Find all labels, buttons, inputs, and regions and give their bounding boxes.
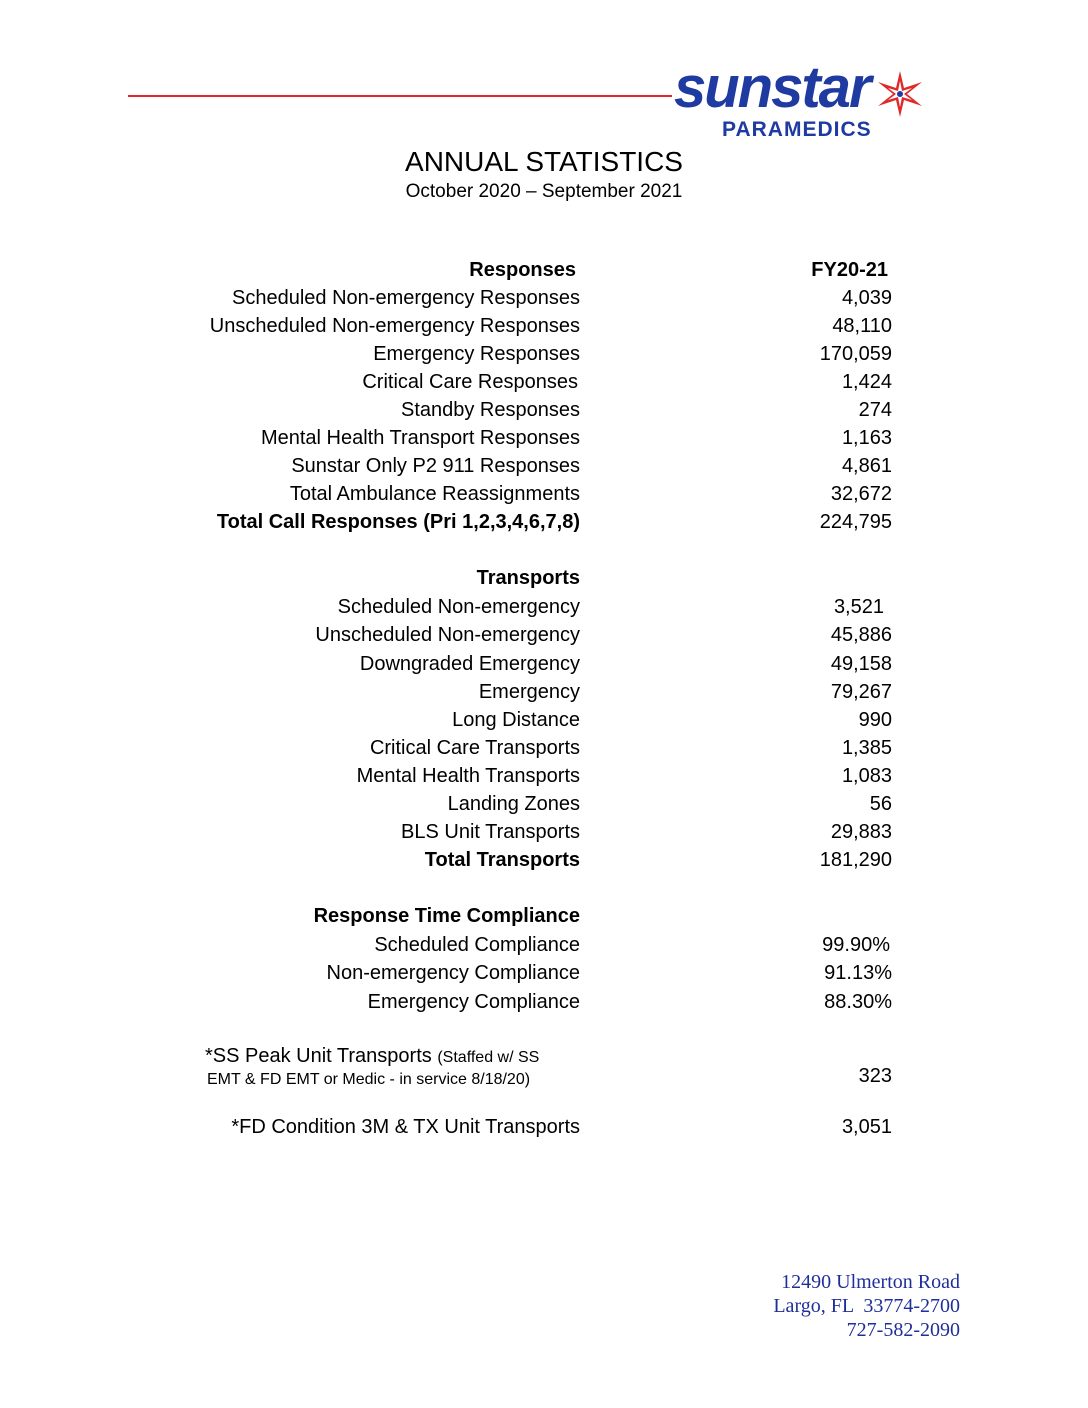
row-label: Emergency Compliance bbox=[367, 991, 580, 1013]
total-label: Total Call Responses (Pri 1,2,3,4,6,7,8) bbox=[216, 511, 580, 533]
row-label: Long Distance bbox=[452, 709, 580, 731]
row-value: 170,059 bbox=[819, 343, 892, 365]
row-label: Emergency bbox=[478, 681, 580, 703]
row-label: Scheduled Compliance bbox=[374, 934, 580, 956]
peak-note-value: 323 bbox=[858, 1065, 892, 1087]
table-row bbox=[0, 818, 1088, 846]
table-row bbox=[0, 480, 1088, 508]
fd-note-row bbox=[0, 1113, 1088, 1141]
section-heading-compliance: Response Time Compliance bbox=[313, 905, 580, 927]
total-row bbox=[0, 508, 1088, 536]
row-value: 56 bbox=[869, 793, 892, 815]
row-label: BLS Unit Transports bbox=[401, 821, 580, 843]
table-row bbox=[0, 734, 1088, 762]
page-title: ANNUAL STATISTICS bbox=[405, 146, 683, 177]
table-row bbox=[0, 678, 1088, 706]
row-label: Non-emergency Compliance bbox=[326, 962, 580, 984]
row-label: Landing Zones bbox=[447, 793, 580, 815]
row-value: 91.13% bbox=[824, 962, 892, 984]
transports-header-row bbox=[0, 564, 1088, 592]
peak-note-row-2 bbox=[0, 1066, 1088, 1094]
row-value: 3,521 bbox=[833, 596, 884, 618]
row-value: 4,039 bbox=[841, 287, 892, 309]
logo-subtitle: PARAMEDICS bbox=[722, 118, 872, 141]
table-row bbox=[0, 959, 1088, 987]
row-value: 79,267 bbox=[830, 681, 892, 703]
page-subtitle: October 2020 – September 2021 bbox=[405, 181, 683, 202]
row-label: Emergency Responses bbox=[373, 343, 580, 365]
logo-wordmark: sunstar bbox=[674, 55, 870, 120]
row-value: 274 bbox=[858, 399, 892, 421]
table-row bbox=[0, 284, 1088, 312]
table-row bbox=[0, 650, 1088, 678]
table-row bbox=[0, 988, 1088, 1016]
sunstar-logo bbox=[672, 55, 960, 144]
peak-note-main: *SS Peak Unit Transports bbox=[205, 1045, 432, 1067]
row-value: 4,861 bbox=[841, 455, 892, 477]
row-value: 1,424 bbox=[841, 371, 892, 393]
section-heading-transports: Transports bbox=[476, 567, 580, 589]
row-value: 1,163 bbox=[841, 427, 892, 449]
total-label: Total Transports bbox=[424, 849, 580, 871]
fd-note-label: *FD Condition 3M & TX Unit Transports bbox=[231, 1116, 580, 1138]
row-value: 1,385 bbox=[841, 737, 892, 759]
address-phone: 727-582-2090 bbox=[846, 1319, 960, 1341]
table-row bbox=[0, 593, 1088, 621]
table-row bbox=[0, 424, 1088, 452]
total-row bbox=[0, 846, 1088, 874]
fd-note-value: 3,051 bbox=[841, 1116, 892, 1138]
table-row bbox=[0, 706, 1088, 734]
row-label: Scheduled Non-emergency Responses bbox=[232, 287, 580, 309]
table-row bbox=[0, 621, 1088, 649]
table-row bbox=[0, 368, 1088, 396]
peak-note-label-line2: EMT & FD EMT or Medic - in service 8/18/20) bbox=[207, 1071, 531, 1088]
row-label: Sunstar Only P2 911 Responses bbox=[291, 455, 580, 477]
table-row bbox=[0, 312, 1088, 340]
row-label: Critical Care Transports bbox=[369, 737, 580, 759]
row-label: Unscheduled Non-emergency bbox=[315, 624, 580, 646]
row-value: 990 bbox=[858, 709, 892, 731]
row-label: Standby Responses bbox=[400, 399, 580, 421]
row-label: Scheduled Non-emergency bbox=[337, 596, 580, 618]
star-icon bbox=[876, 70, 924, 118]
section-heading-responses: Responses bbox=[469, 259, 576, 281]
row-label: Unscheduled Non-emergency Responses bbox=[209, 315, 580, 337]
row-label: Downgraded Emergency bbox=[359, 653, 580, 675]
row-value: 99.90% bbox=[822, 934, 890, 956]
row-value: 32,672 bbox=[830, 483, 892, 505]
table-row bbox=[0, 931, 1088, 959]
column-header-fy: FY20-21 bbox=[811, 259, 888, 281]
total-value: 224,795 bbox=[819, 511, 892, 533]
row-value: 48,110 bbox=[832, 315, 892, 337]
table-row bbox=[0, 790, 1088, 818]
table-row bbox=[0, 762, 1088, 790]
row-value: 29,883 bbox=[830, 821, 892, 843]
table-row bbox=[0, 452, 1088, 480]
address-block bbox=[773, 1270, 960, 1342]
header-rule bbox=[128, 95, 676, 97]
row-label: Total Ambulance Reassignments bbox=[289, 483, 580, 505]
total-value: 181,290 bbox=[819, 849, 892, 871]
address-city: Largo, FL 33774-2700 bbox=[773, 1295, 960, 1317]
address-street: 12490 Ulmerton Road bbox=[781, 1271, 960, 1293]
row-value: 88.30% bbox=[824, 991, 892, 1013]
row-value: 49,158 bbox=[830, 653, 892, 675]
row-label: Critical Care Responses bbox=[362, 371, 578, 393]
responses-header-row bbox=[0, 256, 1088, 284]
table-row bbox=[0, 396, 1088, 424]
row-label: Mental Health Transports bbox=[356, 765, 580, 787]
row-value: 1,083 bbox=[841, 765, 892, 787]
table-row bbox=[0, 340, 1088, 368]
row-label: Mental Health Transport Responses bbox=[260, 427, 580, 449]
row-value: 45,886 bbox=[830, 624, 892, 646]
peak-note-paren: (Staffed w/ SS bbox=[437, 1049, 540, 1066]
compliance-header-row bbox=[0, 902, 1088, 930]
